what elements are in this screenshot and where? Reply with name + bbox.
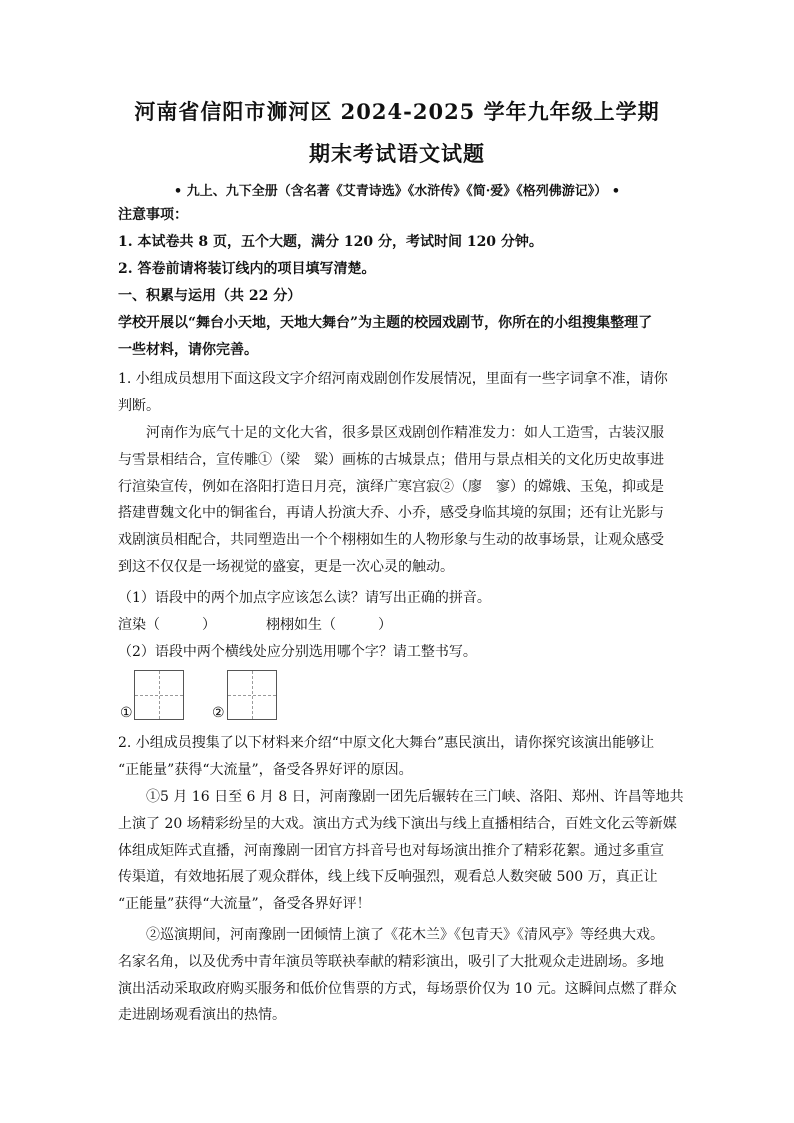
- material-2: [118, 922, 678, 1029]
- material-1-line: ①5 月 16 日至 6 月 8 日，河南豫剧一团先后辗转在三门峡、洛阳、郑州、许昌等地共: [146, 789, 684, 805]
- question-2: [118, 730, 678, 784]
- writing-box-2-label: ②: [212, 705, 225, 721]
- question-2-line: 2. 小组成员搜集了以下材料来介绍“中原文化大舞台”惠民演出，请你探究该演出能够让: [118, 735, 655, 751]
- note-1: 1. 本试卷共 8 页，五个大题，满分 120 分，考试时间 120 分钟。: [118, 234, 543, 250]
- notes-heading: 注意事项：: [118, 207, 188, 223]
- passage-1-line: 戏剧演员相配合，共同塑造出一个个栩栩如生的人物形象与生动的故事场景，让观众感受: [118, 532, 664, 549]
- pinyin-blank-2[interactable]: 栩栩如生（ ）: [266, 617, 392, 633]
- exam-scope: • 九上、九下全册（含名著《艾青诗选》《水浒传》《简·爱》《格列佛游记》） •: [173, 184, 621, 199]
- question-1: [118, 366, 678, 420]
- writing-box-1-label: ①: [120, 705, 133, 721]
- material-2-line: 走进剧场观看演出的热情。: [118, 1007, 286, 1024]
- material-1-line: “正能量”获得“大流量”，备受各界好评！: [118, 896, 371, 913]
- passage-1: [118, 420, 678, 581]
- question-1-line: 判断。: [118, 397, 160, 414]
- intro-line: 一些材料，请你完善。: [118, 341, 258, 358]
- question-2-line: “正能量”获得“大流量”，备受各界好评的原因。: [118, 761, 413, 778]
- passage-1-line: 搭建曹魏文化中的铜雀台，再请人扮演大乔、小乔，感受身临其境的氛围；还有让光影与: [118, 505, 664, 522]
- section-intro: [118, 310, 678, 364]
- intro-line: 学校开展以“舞台小天地，天地大舞台”为主题的校园戏剧节，你所在的小组搜集整理了: [118, 315, 653, 331]
- material-2-line: 名家名角，以及优秀中青年演员等联袂奉献的精彩演出，吸引了大批观众走进剧场。多地: [118, 953, 664, 970]
- section-1-heading: 一、积累与运用（共 22 分）: [118, 288, 302, 304]
- exam-title-line1: 河南省信阳市浉河区 2024-2025 学年九年级上学期: [134, 99, 660, 124]
- material-2-line: ②巡演期间，河南豫剧一团倾情上演了《花木兰》《包青天》《清风亭》等经典大戏。: [146, 927, 664, 943]
- material-1-line: 传渠道，有效地拓展了观众群体，线上线下反响强烈，观看总人数突破 500 万，真正让: [118, 869, 658, 886]
- question-1-line: 1. 小组成员想用下面这段文字介绍河南戏剧创作发展情况，里面有一些字词拿不准，请你: [118, 371, 668, 387]
- writing-box-1[interactable]: [134, 670, 184, 720]
- exam-title-line2: 期末考试语文试题: [309, 141, 485, 166]
- passage-1-line: 河南作为底气十足的文化大省，很多景区戏剧创作精准发力：如人工造雪，古装汉服: [146, 425, 664, 441]
- material-2-line: 演出活动采取政府购买服务和低价位售票的方式，每场票价仅为 10 元。这瞬间点燃了群众: [118, 980, 677, 997]
- material-1-line: 体组成矩阵式直播，河南豫剧一团官方抖音号也对每场演出推介了精彩花絮。通过多重宣: [118, 842, 664, 859]
- question-1-part-1: （1）语段中的两个加点字应该怎么读？请写出正确的拼音。: [118, 590, 491, 606]
- note-2: 2. 答卷前请将装订线内的项目填写清楚。: [118, 261, 376, 277]
- material-1-line: 上演了 20 场精彩纷呈的大戏。演出方式为线下演出与线上直播相结合，百姓文化云等新媒: [118, 815, 677, 832]
- writing-box-2[interactable]: [227, 670, 277, 720]
- passage-1-line: 行渲染宣传，例如在洛阳打造日月亮，演绎广寒宫寂②（廖 寥）的嫦娥、玉兔，抑或是: [118, 478, 664, 495]
- pinyin-blank-1[interactable]: 渲染（ ）: [118, 617, 216, 633]
- passage-1-line: 与雪景相结合，宣传雕①（梁 粱）画栋的古城景点；借用与景点相关的文化历史故事进: [118, 451, 664, 468]
- passage-1-line: 到这不仅仅是一场视觉的盛宴，更是一次心灵的触动。: [118, 558, 454, 575]
- question-1-part-2: （2）语段中两个横线处应分别选用哪个字？请工整书写。: [118, 644, 477, 660]
- material-1: [118, 784, 684, 918]
